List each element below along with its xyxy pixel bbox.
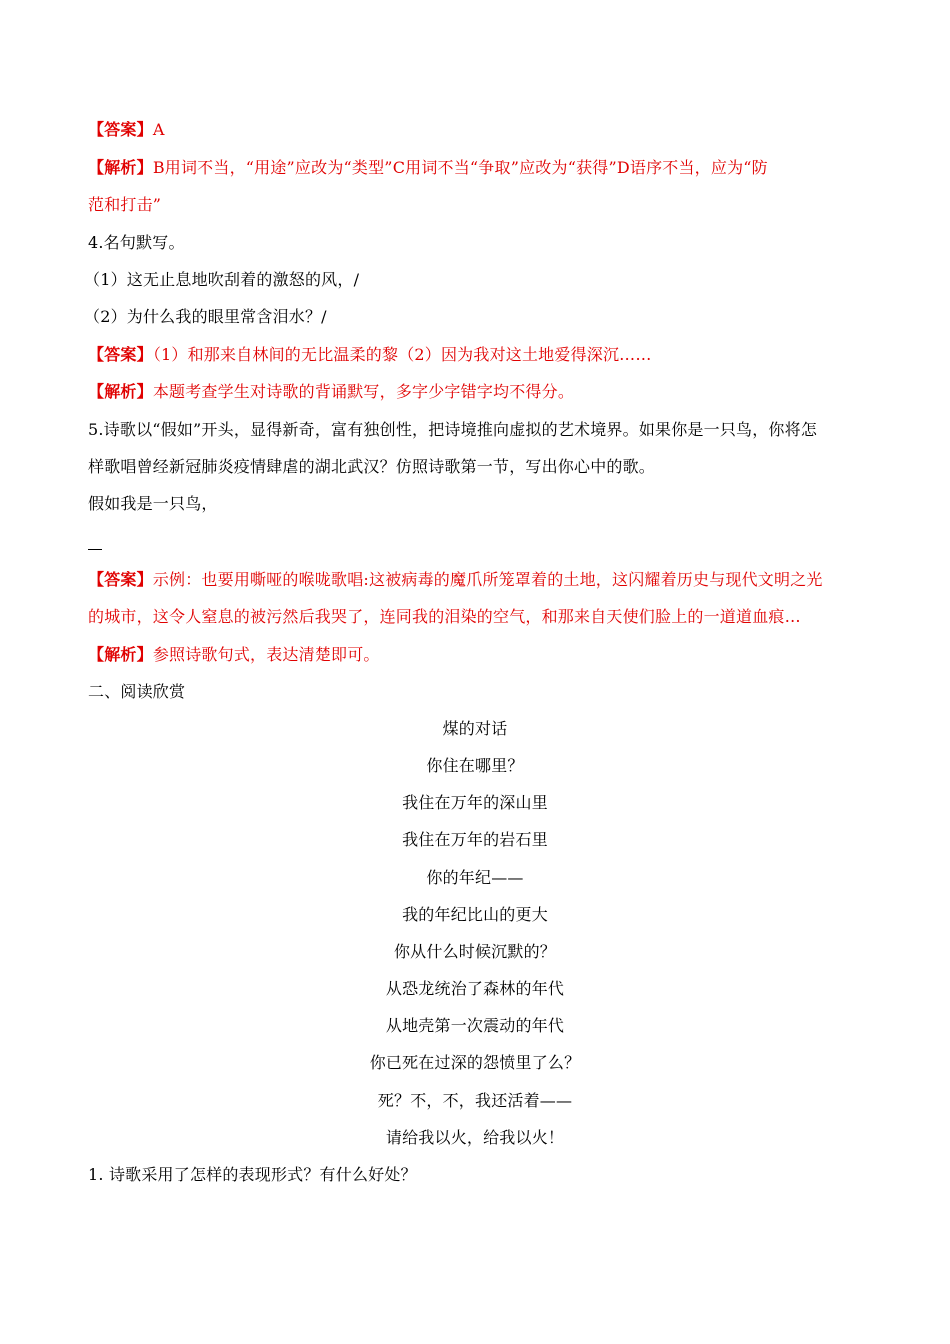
- q3-analysis-continued: 范和打击”: [88, 195, 162, 214]
- section-heading: 二、阅读欣赏: [88, 682, 186, 701]
- q5-prompt-line-3: 假如我是一只鸟，: [88, 494, 218, 513]
- poem-line: 我住在万年的深山里: [402, 793, 548, 812]
- poem-line: 你的年纪——: [426, 868, 524, 887]
- poem-line: 请给我以火，给我以火！: [385, 1128, 565, 1147]
- poem-line: 你从什么时候沉默的？: [393, 942, 556, 961]
- q4-answer-line: [88, 345, 868, 365]
- q4-analysis-line: [88, 382, 868, 402]
- q5-answer: 示例：也要用嘶哑的喉咙歌唱:这被病毒的魔爪所笼罩着的土地，这闪耀着历史与现代文明之光: [152, 570, 823, 589]
- answer-tag: 【答案】: [88, 570, 153, 589]
- poem-line: 我住在万年的岩石里: [402, 830, 548, 849]
- q4-item-1: （1）这无止息地吹刮着的激怒的风，/: [84, 270, 360, 289]
- q5-answer-continued: 的城市，这令人窒息的被污然后我哭了，连同我的泪染的空气，和那来自天使们脸上的一道道血痕…: [88, 607, 801, 626]
- q3-analysis-text: B用词不当，“用途”应改为“类型”C用词不当“争取”应改为“获得”D语序不当，应为“防: [152, 158, 768, 177]
- q4-title: 4.名句默写。: [88, 233, 185, 252]
- poem-title: 煤的对话: [442, 719, 508, 738]
- analysis-tag: 【解析】: [88, 158, 153, 177]
- analysis-tag: 【解析】: [88, 382, 153, 401]
- q5-analysis-line: [88, 645, 868, 665]
- answer-tag: 【答案】: [88, 345, 153, 364]
- answer-blank-line: [88, 549, 102, 550]
- poem-line: 死？不，不，我还活着——: [377, 1091, 573, 1110]
- answer-tag: 【答案】: [88, 120, 153, 139]
- poem-line: 从恐龙统治了森林的年代: [385, 979, 565, 998]
- analysis-tag: 【解析】: [88, 645, 153, 664]
- poem-line: 从地壳第一次震动的年代: [385, 1016, 565, 1035]
- poem-line: 你住在哪里？: [426, 756, 524, 775]
- reading-question-1: 1. 诗歌采用了怎样的表现形式？有什么好处？: [88, 1165, 417, 1184]
- poem-line: 你已死在过深的怨愤里了么？: [369, 1053, 581, 1072]
- poem-line: 我的年纪比山的更大: [402, 905, 548, 924]
- q5-prompt-line-2: 样歌唱曾经新冠肺炎疫情肆虐的湖北武汉？仿照诗歌第一节，写出你心中的歌。: [88, 457, 656, 476]
- q5-analysis: 参照诗歌句式，表达清楚即可。: [152, 645, 380, 664]
- q3-answer-line: [88, 120, 868, 140]
- q5-answer-line: [88, 570, 868, 590]
- q3-answer: A: [152, 120, 165, 139]
- q4-item-2: （2）为什么我的眼里常含泪水？/: [84, 307, 327, 326]
- q3-analysis-line: [88, 158, 868, 178]
- q4-answer: （1）和那来自林间的无比温柔的黎（2）因为我对这土地爱得深沉……: [152, 345, 652, 364]
- q5-prompt-line-1: 5.诗歌以“假如”开头，显得新奇，富有独创性，把诗境推向虚拟的艺术境界。如果你是一只鸟，你将怎: [88, 420, 818, 439]
- q4-analysis: 本题考查学生对诗歌的背诵默写，多字少字错字均不得分。: [152, 382, 575, 401]
